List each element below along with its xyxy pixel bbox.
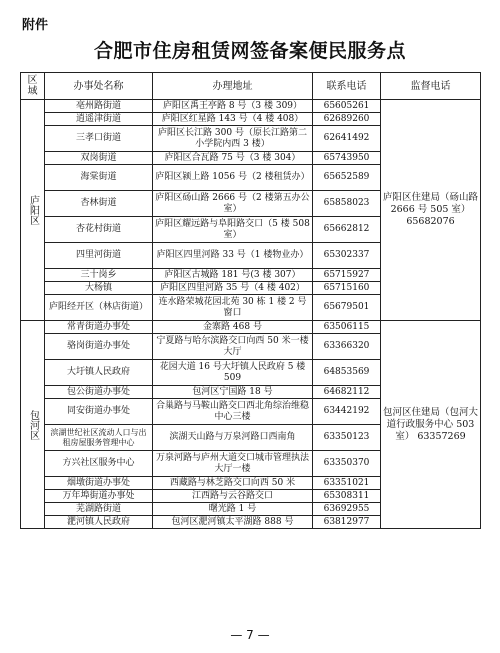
district-cell: 包河区 [21, 321, 45, 529]
address-cell: 西藏路与林芝路交口向西 50 米 [153, 477, 313, 490]
office-name-cell: 滨湖世纪社区流动人口与出租房屋服务管理中心 [45, 425, 153, 451]
supervision-cell: 庐阳区住建局（砀山路 2666 号 505 室） 65682076 [381, 100, 481, 321]
page-title: 合肥市住房租赁网签备案便民服务点 [93, 40, 406, 62]
phone-cell: 63350123 [313, 425, 381, 451]
office-name-cell: 三孝口街道 [45, 126, 153, 152]
table-row [21, 100, 481, 113]
phone-cell: 62641492 [313, 126, 381, 152]
office-name-cell: 方兴社区服务中心 [45, 451, 153, 477]
header-office-name: 办事处名称 [45, 73, 153, 100]
address-cell: 江西路与云谷路交口 [153, 490, 313, 503]
address-cell: 庐阳区红星路 143 号（4 楼 408） [153, 113, 313, 126]
header-address: 办理地址 [153, 73, 313, 100]
phone-cell: 65308311 [313, 490, 381, 503]
address-cell: 庐阳区四里河路 35 号（4 楼 402） [153, 282, 313, 295]
phone-cell: 63366320 [313, 334, 381, 360]
address-cell: 合巢路与马鞍山路交口西北角综治维稳中心三楼 [153, 399, 313, 425]
address-cell: 庐阳区合瓦路 75 号（3 楼 304） [153, 152, 313, 165]
address-cell: 连水路荣城花园北苑 30 栋 1 楼 2 号窗口 [153, 295, 313, 321]
office-name-cell: 万年埠街道办事处 [45, 490, 153, 503]
address-cell: 庐阳区砀山路 2666 号（2 楼第五办公室） [153, 191, 313, 217]
service-points-table [20, 72, 481, 529]
phone-cell: 63692955 [313, 503, 381, 516]
office-name-cell: 骆岗街道办事处 [45, 334, 153, 360]
address-cell: 庐阳区禹王亭路 8 号（3 楼 309） [153, 100, 313, 113]
attachment-label: 附件 [22, 18, 49, 33]
phone-cell: 63506115 [313, 321, 381, 334]
office-name-cell: 逍遥津街道 [45, 113, 153, 126]
address-cell: 滨湖天山路与万泉河路口西南角 [153, 425, 313, 451]
address-cell: 花园大道 16 号大圩镇人民政府 5 楼 509 [153, 360, 313, 386]
office-name-cell: 杏林街道 [45, 191, 153, 217]
office-name-cell: 亳州路街道 [45, 100, 153, 113]
supervision-cell: 包河区住建局（包河大道行政服务中心 503 室） 63357269 [381, 321, 481, 529]
phone-cell: 63350370 [313, 451, 381, 477]
office-name-cell: 杏花村街道 [45, 217, 153, 243]
address-cell: 庐阳区颍上路 1056 号（2 楼租赁办） [153, 165, 313, 191]
office-name-cell: 庐阳经开区（林店街道） [45, 295, 153, 321]
address-cell: 庐阳区四里河路 33 号（1 楼物业办） [153, 243, 313, 269]
office-name-cell: 芜湖路街道 [45, 503, 153, 516]
office-name-cell: 常青街道办事处 [45, 321, 153, 334]
phone-cell: 63351021 [313, 477, 381, 490]
office-name-cell: 双岗街道 [45, 152, 153, 165]
office-name-cell: 四里河街道 [45, 243, 153, 269]
phone-cell: 65605261 [313, 100, 381, 113]
office-name-cell: 大杨镇 [45, 282, 153, 295]
phone-cell: 65858023 [313, 191, 381, 217]
phone-cell: 63812977 [313, 516, 381, 529]
phone-cell: 65652589 [313, 165, 381, 191]
office-name-cell: 同安街道办事处 [45, 399, 153, 425]
office-name-cell: 烟墩街道办事处 [45, 477, 153, 490]
office-name-cell: 包公街道办事处 [45, 386, 153, 399]
phone-cell: 62689260 [313, 113, 381, 126]
office-name-cell: 淝河镇人民政府 [45, 516, 153, 529]
district-cell: 庐阳区 [21, 100, 45, 321]
office-name-cell: 三十岗乡 [45, 269, 153, 282]
address-cell: 庐阳区耀远路与阜阳路交口（5 楼 508 室） [153, 217, 313, 243]
header-supervision-phone: 监督电话 [381, 73, 481, 100]
phone-cell: 63442192 [313, 399, 381, 425]
address-cell: 金寨路 468 号 [153, 321, 313, 334]
header-phone: 联系电话 [313, 73, 381, 100]
address-cell: 宁夏路与哈尔滨路交口向西 50 米一楼大厅 [153, 334, 313, 360]
address-cell: 万泉河路与庐州大道交口城市管理执法大厅一楼 [153, 451, 313, 477]
table-row [21, 321, 481, 334]
office-name-cell: 大圩镇人民政府 [45, 360, 153, 386]
phone-cell: 65662812 [313, 217, 381, 243]
phone-cell: 65679501 [313, 295, 381, 321]
table-header-row [21, 73, 481, 100]
page-number: — 7 — [230, 628, 270, 642]
address-cell: 包河区宁国路 18 号 [153, 386, 313, 399]
phone-cell: 64853569 [313, 360, 381, 386]
header-district: 区域 [21, 73, 45, 100]
phone-cell: 65302337 [313, 243, 381, 269]
address-cell: 包河区淝河镇太平湖路 888 号 [153, 516, 313, 529]
address-cell: 庐阳区长江路 300 号（原长江路第二小学院内西 3 楼） [153, 126, 313, 152]
address-cell: 庐阳区古城路 181 号(3 楼 307） [153, 269, 313, 282]
phone-cell: 65715160 [313, 282, 381, 295]
address-cell: 曙光路 1 号 [153, 503, 313, 516]
phone-cell: 64682112 [313, 386, 381, 399]
phone-cell: 65743950 [313, 152, 381, 165]
office-name-cell: 海棠街道 [45, 165, 153, 191]
phone-cell: 65715927 [313, 269, 381, 282]
